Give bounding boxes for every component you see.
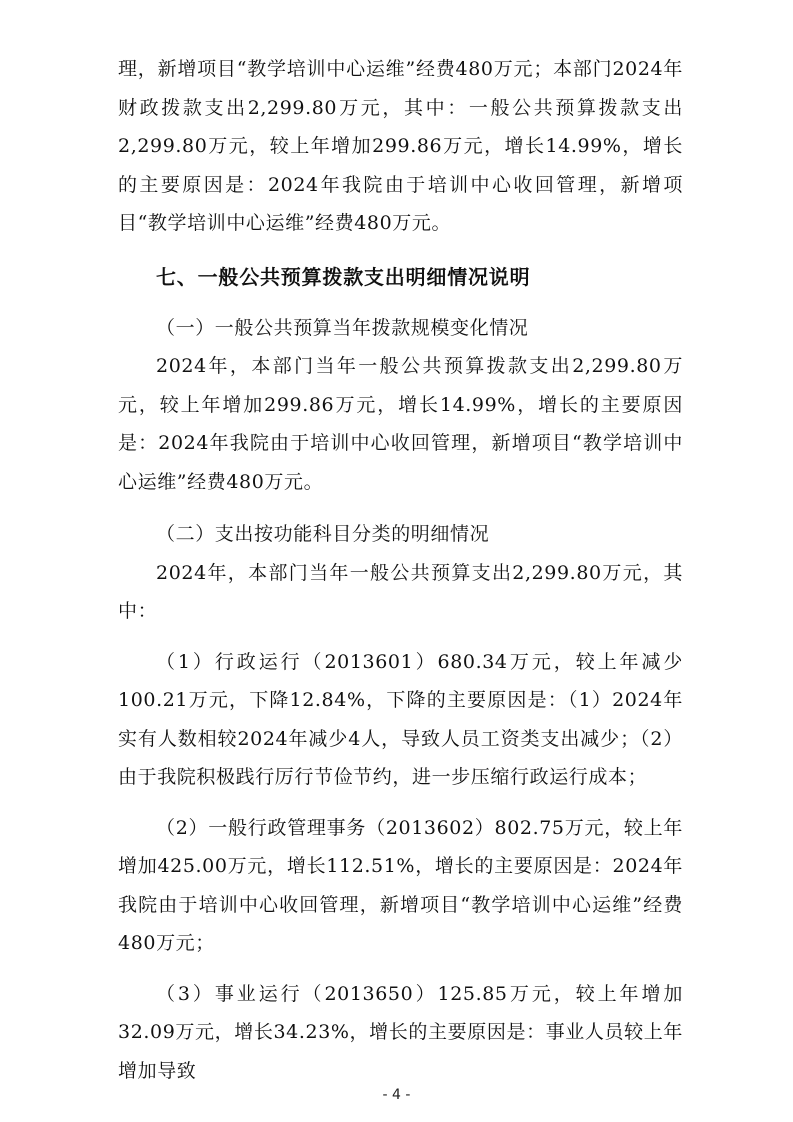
subsection-intro-2: 2024年，本部门当年一般公共预算支出2,299.80万元，其中： (118, 561, 683, 622)
continuation-paragraph: 理，新增项目“教学培训中心运维”经费480万元；本部门2024年财政拨款支出2,299.80万元，其中：一般公共预算拨款支出2,299.80万元，较上年增加299.86万元，增长14.99%，增长的主要原因是：2024年我院由于培训中心收回管理，新增项目“教学培训中心运维”经费480万元。 (118, 58, 683, 234)
expense-item-3: （3）事业运行（2013650）125.85万元，较上年增加32.09万元，增长34.23%，增长的主要原因是：事业人员较上年增加导致 (118, 982, 683, 1082)
document-page (118, 50, 683, 1090)
subsection-title-2: （二）支出按功能科目分类的明细情况 (156, 523, 490, 545)
section-heading: 七、一般公共预算拨款支出明细情况说明 (156, 264, 531, 289)
expense-item-2: （2）一般行政管理事务（2013602）802.75万元，较上年增加425.00万元，增长112.51%，增长的主要原因是：2024年我院由于培训中心收回管理，新增项目“教学培训中心运维”经费480万元； (118, 816, 683, 954)
expense-item-1: （1）行政运行（2013601）680.34万元，较上年减少100.21万元，下降12.84%，下降的主要原因是：（1）2024年实有人数相较2024年减少4人，导致人员工资类支出减少；（2）由于我院积极践行厉行节俭节约，进一步压缩行政运行成本； (118, 650, 683, 788)
page-number: - 4 - (382, 1087, 411, 1103)
subsection-body-1: 2024年，本部门当年一般公共预算拨款支出2,299.80万元，较上年增加299.86万元，增长14.99%，增长的主要原因是：2024年我院由于培训中心收回管理，新增项目“教学培训中心运维”经费480万元。 (118, 355, 683, 493)
subsection-title-1: （一）一般公共预算当年拨款规模变化情况 (156, 316, 529, 339)
